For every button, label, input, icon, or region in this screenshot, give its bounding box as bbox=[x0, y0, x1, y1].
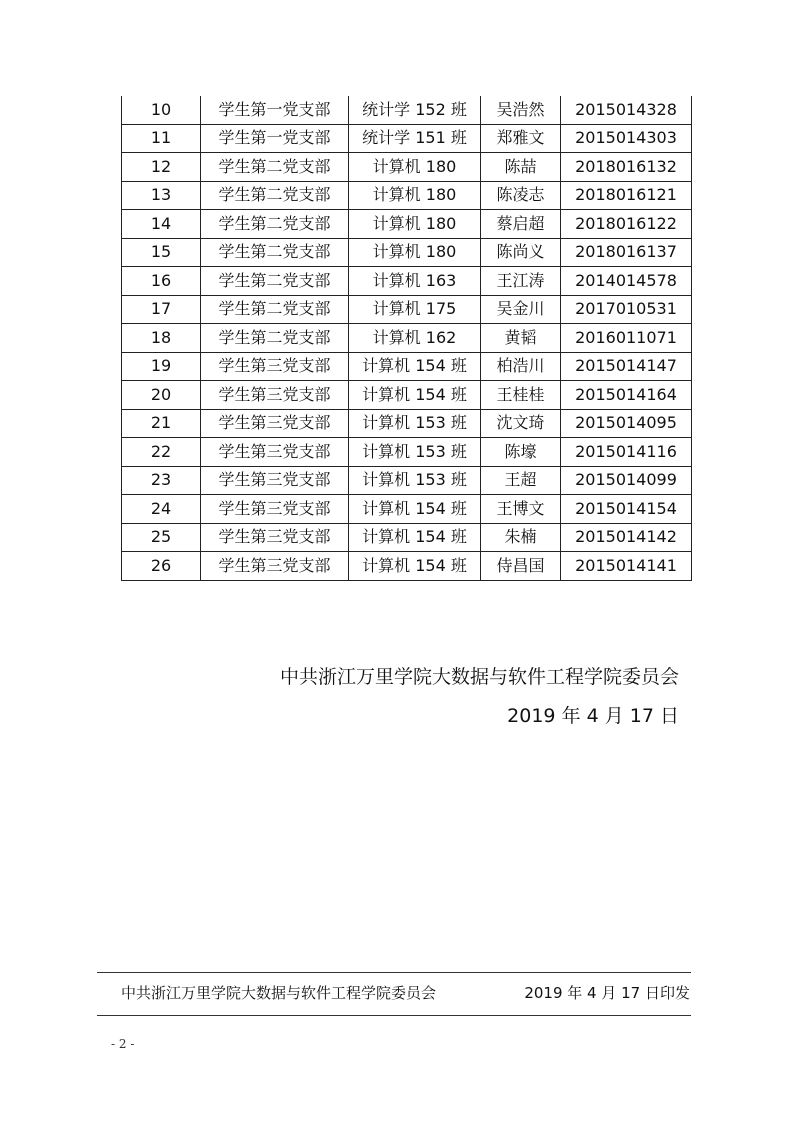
cell-number: 10 bbox=[122, 96, 201, 124]
cell-party-branch: 学生第三党支部 bbox=[201, 381, 349, 410]
cell-student-name: 朱楠 bbox=[481, 523, 561, 552]
cell-student-id: 2015014328 bbox=[561, 96, 692, 124]
roster-table-wrapper bbox=[121, 96, 691, 581]
cell-student-id: 2018016122 bbox=[561, 210, 692, 239]
cell-student-id: 2014014578 bbox=[561, 267, 692, 296]
table-row bbox=[122, 324, 692, 353]
cell-number: 13 bbox=[122, 181, 201, 210]
cell-number: 14 bbox=[122, 210, 201, 239]
cell-party-branch: 学生第三党支部 bbox=[201, 552, 349, 581]
cell-party-branch: 学生第二党支部 bbox=[201, 267, 349, 296]
cell-student-name: 王桂桂 bbox=[481, 381, 561, 410]
cell-number: 25 bbox=[122, 523, 201, 552]
cell-class: 统计学 152 班 bbox=[349, 96, 481, 124]
table-row bbox=[122, 153, 692, 182]
cell-class: 计算机 175 bbox=[349, 295, 481, 324]
cell-student-name: 陈尚义 bbox=[481, 238, 561, 267]
table-row bbox=[122, 409, 692, 438]
cell-student-name: 柏浩川 bbox=[481, 352, 561, 381]
cell-student-name: 王超 bbox=[481, 466, 561, 495]
cell-student-id: 2017010531 bbox=[561, 295, 692, 324]
cell-student-name: 蔡启超 bbox=[481, 210, 561, 239]
cell-class: 计算机 153 班 bbox=[349, 409, 481, 438]
cell-student-name: 王博文 bbox=[481, 495, 561, 524]
cell-student-id: 2015014116 bbox=[561, 438, 692, 467]
cell-party-branch: 学生第二党支部 bbox=[201, 324, 349, 353]
cell-party-branch: 学生第二党支部 bbox=[201, 210, 349, 239]
cell-student-id: 2016011071 bbox=[561, 324, 692, 353]
cell-student-id: 2015014154 bbox=[561, 495, 692, 524]
cell-number: 18 bbox=[122, 324, 201, 353]
cell-class: 计算机 154 班 bbox=[349, 523, 481, 552]
cell-class: 计算机 154 班 bbox=[349, 352, 481, 381]
table-row bbox=[122, 238, 692, 267]
footer-bottom-rule bbox=[97, 1015, 691, 1016]
cell-party-branch: 学生第三党支部 bbox=[201, 523, 349, 552]
table-row bbox=[122, 466, 692, 495]
cell-student-id: 2015014141 bbox=[561, 552, 692, 581]
cell-student-id: 2015014147 bbox=[561, 352, 692, 381]
cell-party-branch: 学生第二党支部 bbox=[201, 238, 349, 267]
cell-number: 15 bbox=[122, 238, 201, 267]
table-row bbox=[122, 552, 692, 581]
cell-party-branch: 学生第一党支部 bbox=[201, 124, 349, 153]
cell-student-id: 2015014164 bbox=[561, 381, 692, 410]
footer-issue-date: 2019 年 4 月 17 日印发 bbox=[524, 984, 690, 1002]
cell-party-branch: 学生第二党支部 bbox=[201, 295, 349, 324]
cell-class: 计算机 153 班 bbox=[349, 438, 481, 467]
cell-student-name: 侍昌国 bbox=[481, 552, 561, 581]
cell-class: 统计学 151 班 bbox=[349, 124, 481, 153]
cell-number: 21 bbox=[122, 409, 201, 438]
cell-student-name: 王江涛 bbox=[481, 267, 561, 296]
cell-party-branch: 学生第三党支部 bbox=[201, 466, 349, 495]
cell-class: 计算机 163 bbox=[349, 267, 481, 296]
cell-class: 计算机 180 bbox=[349, 181, 481, 210]
cell-class: 计算机 154 班 bbox=[349, 552, 481, 581]
cell-party-branch: 学生第三党支部 bbox=[201, 495, 349, 524]
cell-student-name: 沈文琦 bbox=[481, 409, 561, 438]
cell-student-id: 2018016121 bbox=[561, 181, 692, 210]
roster-table-body bbox=[122, 96, 692, 580]
signature-organization: 中共浙江万里学院大数据与软件工程学院委员会 bbox=[279, 666, 679, 688]
cell-number: 22 bbox=[122, 438, 201, 467]
table-row bbox=[122, 124, 692, 153]
table-row bbox=[122, 96, 692, 124]
roster-table bbox=[121, 96, 692, 581]
cell-student-name: 吴金川 bbox=[481, 295, 561, 324]
cell-number: 26 bbox=[122, 552, 201, 581]
cell-student-name: 陈壕 bbox=[481, 438, 561, 467]
cell-student-name: 郑雅文 bbox=[481, 124, 561, 153]
footer-top-rule bbox=[97, 972, 691, 973]
table-row bbox=[122, 352, 692, 381]
table-row bbox=[122, 267, 692, 296]
cell-number: 24 bbox=[122, 495, 201, 524]
cell-party-branch: 学生第三党支部 bbox=[201, 352, 349, 381]
page-number: - 2 - bbox=[111, 1037, 135, 1051]
cell-number: 16 bbox=[122, 267, 201, 296]
cell-class: 计算机 180 bbox=[349, 153, 481, 182]
cell-student-name: 吴浩然 bbox=[481, 96, 561, 124]
table-row bbox=[122, 438, 692, 467]
signature-block bbox=[280, 668, 679, 726]
cell-party-branch: 学生第三党支部 bbox=[201, 409, 349, 438]
table-row bbox=[122, 495, 692, 524]
cell-student-id: 2015014303 bbox=[561, 124, 692, 153]
cell-student-id: 2018016132 bbox=[561, 153, 692, 182]
cell-student-name: 黄韬 bbox=[481, 324, 561, 353]
cell-student-id: 2015014099 bbox=[561, 466, 692, 495]
cell-number: 19 bbox=[122, 352, 201, 381]
cell-number: 11 bbox=[122, 124, 201, 153]
cell-student-name: 陈喆 bbox=[481, 153, 561, 182]
table-row bbox=[122, 181, 692, 210]
signature-date: 2019 年 4 月 17 日 bbox=[507, 705, 679, 727]
cell-class: 计算机 154 班 bbox=[349, 381, 481, 410]
cell-student-id: 2018016137 bbox=[561, 238, 692, 267]
cell-number: 17 bbox=[122, 295, 201, 324]
cell-class: 计算机 153 班 bbox=[349, 466, 481, 495]
cell-class: 计算机 162 bbox=[349, 324, 481, 353]
table-row bbox=[122, 295, 692, 324]
cell-number: 23 bbox=[122, 466, 201, 495]
cell-student-id: 2015014142 bbox=[561, 523, 692, 552]
cell-party-branch: 学生第三党支部 bbox=[201, 438, 349, 467]
cell-number: 12 bbox=[122, 153, 201, 182]
cell-student-name: 陈凌志 bbox=[481, 181, 561, 210]
cell-class: 计算机 180 bbox=[349, 238, 481, 267]
cell-party-branch: 学生第一党支部 bbox=[201, 96, 349, 124]
footer-organization: 中共浙江万里学院大数据与软件工程学院委员会 bbox=[121, 984, 437, 1002]
cell-party-branch: 学生第二党支部 bbox=[201, 181, 349, 210]
cell-class: 计算机 180 bbox=[349, 210, 481, 239]
cell-class: 计算机 154 班 bbox=[349, 495, 481, 524]
cell-party-branch: 学生第二党支部 bbox=[201, 153, 349, 182]
table-row bbox=[122, 381, 692, 410]
cell-number: 20 bbox=[122, 381, 201, 410]
cell-student-id: 2015014095 bbox=[561, 409, 692, 438]
table-row bbox=[122, 210, 692, 239]
table-row bbox=[122, 523, 692, 552]
